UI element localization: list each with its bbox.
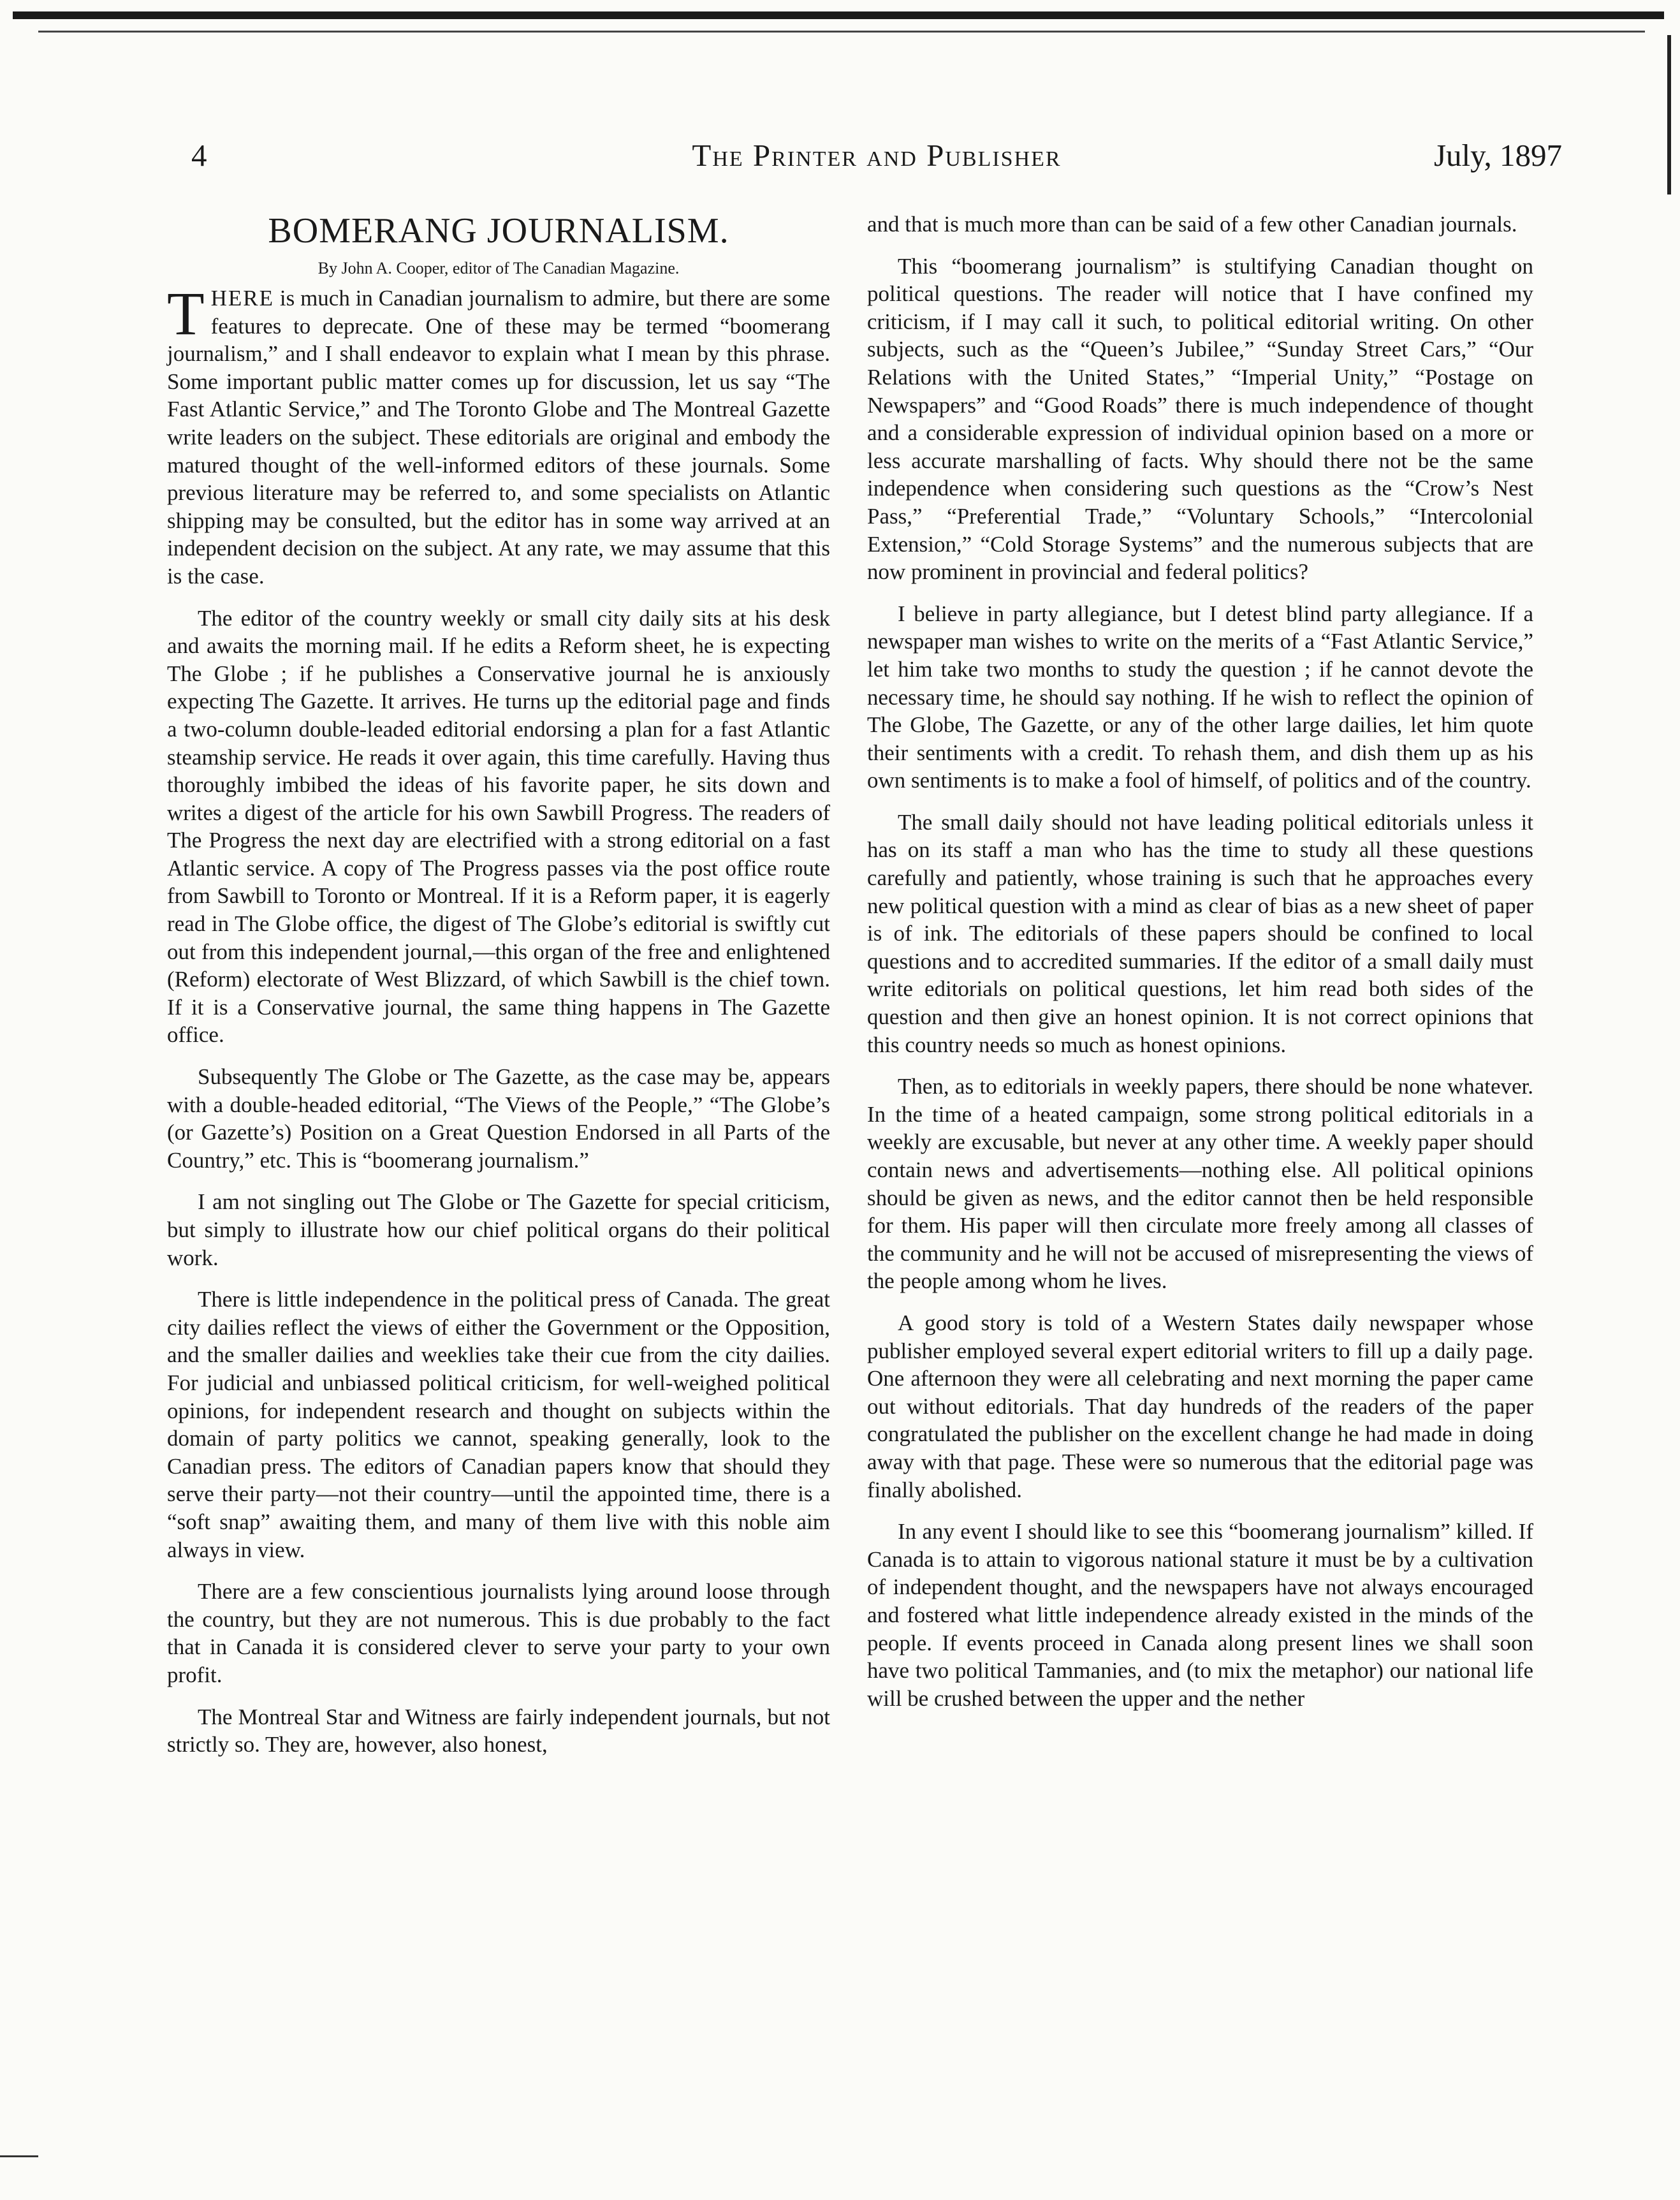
continued-paragraph: and that is much more than can be said of a few other Canadian journals.: [867, 212, 1517, 237]
paragraph: I believe in party allegiance, but I detest blind party allegiance. If a newspaper man wishes to write on the merits of a “Fast Atlantic Service,” let him take two months to study the question ; if he cannot devote the necessary time, he should say nothing. If he wish to reflect the opinion of The Globe, The Gazette, or any of the other large dailies, let him quote their sentiments with a credit. To rehash them, and dish them up as his own sentiments is to make a fool of himself, of politics and of the country.: [867, 601, 1533, 793]
paragraph: The small daily should not have leading political editorials unless it has on its staff a man who has the time to study all these questions carefully and patiently, whose training is such that he approaches every new political question with a mind as clear of bias as a new sheet of paper is of ink. The editorials of these papers should be confined to local questions and to accredited summaries. If the editor of a small daily must write editorials on political questions, let him read both sides of the question and then give an honest opinion. It is not correct opinions that this country needs so much as honest opinions.: [867, 809, 1533, 1057]
paragraph: I am not singling out The Globe or The Gazette for special criticism, but simply to illustrate how our chief political organs do their political work.: [167, 1189, 830, 1270]
paragraph: Subsequently The Globe or The Gazette, as the case may be, appears with a double-headed editorial, “The Views of the People,” “The Globe’s (or Gazette’s) Position on a Great Question Endorsed in all Parts of the Country,” etc. This is “boomerang journalism.”: [167, 1064, 830, 1173]
lead-smallcaps: HERE: [210, 286, 275, 311]
bottom-rule: [0, 2155, 38, 2157]
drop-cap: T: [167, 279, 205, 348]
lead-text: is much in Canadian journalism to admire, but there are some features to deprecate. One of these may be termed “boomerang journalism,” and I shall endeavor to explain what I mean by this phrase. Some important public matter comes up for discussion, let us say “The Fast Atlantic Service,” and The Toronto Globe and The Montreal Gazette write leaders on the subject. These editorials are original and embody the matured thought of the well-informed editors of these journals. Some previous literature may be referred to, and some specialists on Atlantic shipping may be consulted, but the editor has in some way arrived at an independent decision on the subject. At any rate, we may assume that this is the case.: [167, 286, 830, 589]
byline: By John A. Cooper, editor of The Canadian Magazine.: [318, 259, 680, 277]
page-edge-mark: [1667, 35, 1671, 194]
article-title: BOMERANG JOURNALISM.: [268, 211, 729, 251]
left-column: [167, 210, 830, 1773]
paragraph: In any event I should like to see this “boomerang journalism” killed. If Canada is to attain to vigorous national stature it must be by a cultivation of independent thought, and the newspapers have not always encouraged and fostered what little independence already existed in the minds of the people. If events proceed in Canada along present lines we shall soon have two political Tammanies, and (to mix the metaphor) our national life will be crushed between the upper and the nether: [867, 1519, 1533, 1711]
issue-date: July, 1897: [1433, 138, 1562, 173]
running-header: [191, 137, 1562, 182]
paragraph: A good story is told of a Western States daily newspaper whose publisher employed several expert editorial writers to fill up a daily page. One afternoon they were all celebrating and next morning the paper came out without editorials. That day hundreds of the readers of the paper congratulated the publisher on the excellent change he had made in doing away with that page. These were so numerous that the editorial page was finally abolished.: [867, 1310, 1533, 1502]
paragraph: This “boomerang journalism” is stultifying Canadian thought on political questions. The reader will notice that I have confined my criticism, if I may call it such, to political editorial writing. On other subjects, such as the “Queen’s Jubilee,” “Sunday Street Cars,” “Our Relations with the United States,” “Imperial Unity,” “Postage on Newspapers” and “Good Roads” there is much independence of thought and a considerable expression of individual opinion based on a more or less accurate marshalling of facts. Why should there not be the same independence when considering such questions as the “Crow’s Nest Pass,” “Preferential Trade,” “Voluntary Schools,” “Intercolonial Extension,” “Cold Storage Systems” and the numerous subjects that are now prominent in provincial and federal politics?: [867, 253, 1533, 585]
paragraph: Then, as to editorials in weekly papers, there should be none whatever. In the time of a heated campaign, some strong political editorials in a weekly are excusable, but never at any other time. A weekly paper should contain news and advertisements—nothing else. All political opinions should be given as news, and the editor cannot then be held responsible for them. His paper will then circulate more freely among all classes of the community and he will not be accused of misrepresenting the views of the people among whom he lives.: [867, 1074, 1533, 1294]
paragraph: The editor of the country weekly or small city daily sits at his desk and awaits the morning mail. If he edits a Reform sheet, he is expecting The Globe ; if he publishes a Conservative journal he is anxiously expecting The Gazette. It arrives. He turns up the editorial page and finds a two-column double-leaded editorial endorsing a plan for a fast Atlantic steamship service. He reads it over again, this time carefully. Having thus thoroughly imbibed the ideas of his favorite paper, he sits down and writes a digest of the article for his own Sawbill Progress. The readers of The Progress the next day are electrified with a strong editorial on a fast Atlantic service. A copy of The Progress passes via the post office route from Sawbill to Toronto or Montreal. If it is a Reform paper, it is eagerly read in The Globe office, the digest of The Globe’s editorial is swiftly cut out from this independent journal,—this organ of the free and enlightened (Reform) electorate of West Blizzard, of which Sawbill is the chief town. If it is a Conservative journal, the same thing happens in The Gazette office.: [167, 605, 830, 1048]
right-column: [867, 210, 1533, 1726]
top-rule: [13, 11, 1664, 19]
lead-paragraph: [167, 279, 830, 590]
paragraph: There is little independence in the political press of Canada. The great city dailies reflect the views of either the Government or the Opposition, and the smaller dailies and weeklies take their cue from the city dailies. For judicial and unbiassed political criticism, for well-weighed political opinions, for independent research and thought on subjects within the domain of party politics we cannot, speaking generally, look to the Canadian press. The editors of Canadian papers know that should they serve their party—not their country—until the appointed time, there is a “soft snap” awaiting them, and many of them live with this noble aim always in view.: [167, 1287, 830, 1562]
top-rule-thin: [38, 31, 1645, 33]
paragraph: There are a few conscientious journalists lying around loose through the country, but they are not numerous. This is due probably to the fact that in Canada it is considered clever to serve your party to your own profit.: [167, 1579, 830, 1687]
publication-title: The Printer and Publisher: [692, 138, 1062, 173]
paragraph: The Montreal Star and Witness are fairly independent journals, but not strictly so. They are, however, also honest,: [167, 1704, 830, 1757]
page-number: 4: [191, 138, 207, 173]
